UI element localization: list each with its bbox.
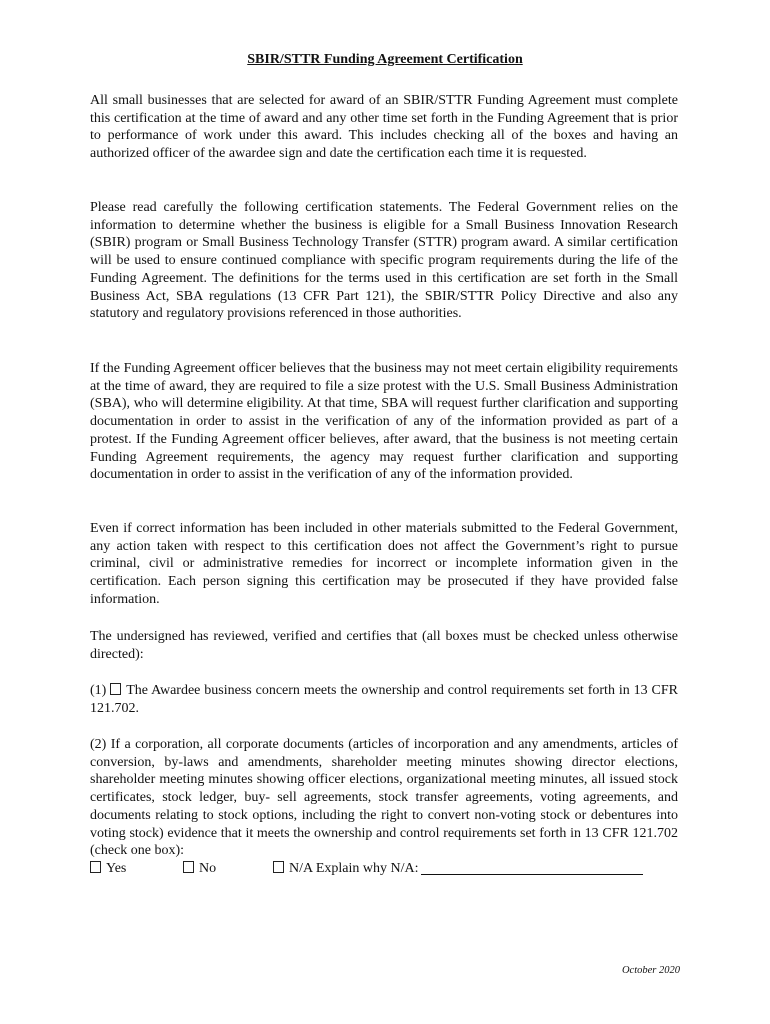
- na-checkbox[interactable]: [273, 861, 284, 873]
- footer-date: October 2020: [621, 965, 680, 976]
- option-no[interactable]: [183, 860, 216, 878]
- no-label: No: [199, 861, 217, 876]
- instructions-paragraph: Please read carefully the following certification statements. The Federal Government relies on the information to determine whether the business is eligible for a Small Business Innovation Research (SBIR) program or Small Business Technology Transfer (STTR) program award. A similar certification will be used to ensure continued compliance with specific program requirements during the life of the Funding Agreement. The definitions for the terms used in this certification are set forth in the Small Business Act, SBA regulations (13 CFR Part 121), the SBIR/STTR Policy Directive and also any statutory and regulatory provisions referenced in those authorities.: [90, 200, 678, 322]
- item-1-checkbox[interactable]: [110, 683, 121, 695]
- na-label: N/A Explain why N/A:: [289, 861, 419, 876]
- protest-paragraph: If the Funding Agreement officer believes that the business may not meet certain eligibility requirements at the time of award, they are required to file a size protest with the U.S. Small Business Administration (SBA), who will determine eligibility. At that time, SBA will request further clarification and supporting documentation in order to assist in the verification of any of the information provided as part of a protest. If the Funding Agreement officer believes, after award, that the business is not meeting certain Funding Agreement requirements, the agency may request further clarification and supporting documentation in order to assist in the verification of any of the information provided.: [90, 361, 678, 483]
- no-checkbox[interactable]: [183, 861, 194, 873]
- yes-checkbox[interactable]: [90, 861, 101, 873]
- item-1-number: (1): [90, 683, 107, 698]
- document-title: SBIR/STTR Funding Agreement Certification: [247, 52, 523, 67]
- certify-paragraph: The undersigned has reviewed, verified and certifies that (all boxes must be checked unless otherwise directed):: [90, 629, 678, 662]
- option-yes[interactable]: [90, 860, 126, 878]
- na-explanation-field[interactable]: [421, 860, 643, 875]
- yes-label: Yes: [106, 861, 127, 876]
- intro-paragraph: All small businesses that are selected for award of an SBIR/STTR Funding Agreement must complete this certification at the time of award and any other time set forth in the Funding Agreement that is prior to performance of work under this award. This includes checking all of the boxes and having an authorized officer of the awardee sign and date the certification each time it is requested.: [90, 93, 678, 162]
- option-na[interactable]: [273, 860, 643, 878]
- item-2: (2) If a corporation, all corporate documents (articles of incorporation and any amendments, articles of conversion, by-laws and amendments, shareholder meeting minutes showing director elections, shareholder meeting minutes showing officer elections, organizational meeting minutes, all issued stock certificates, stock ledger, buy- sell agreements, stock transfer agreements, voting agreements, and documents relating to stock options, including the right to convert non-voting stock or debentures into voting stock) evidence that it meets the ownership and control requirements set forth in 13 CFR 121.702 (check one box):: [90, 737, 678, 859]
- remedies-paragraph: Even if correct information has been included in other materials submitted to the Federal Government, any action taken with respect to this certification does not affect the Government’s right to pursue criminal, civil or administrative remedies for incorrect or incomplete information given in the certification. Each person signing this certification may be prosecuted if they have provided false information.: [90, 521, 678, 607]
- item-1: [90, 682, 678, 717]
- item-1-text: The Awardee business concern meets the ownership and control requirements set forth in 13 CFR 121.702.: [90, 683, 679, 716]
